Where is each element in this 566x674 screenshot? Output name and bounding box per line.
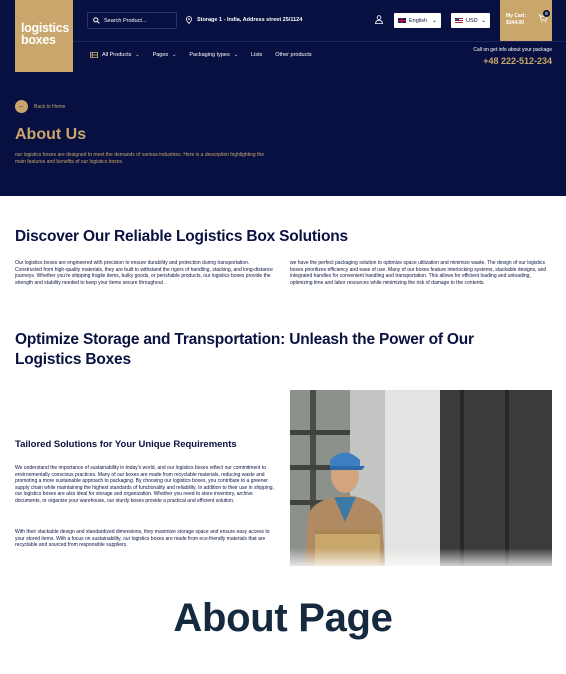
main-nav <box>90 52 312 58</box>
nav-packaging-types[interactable] <box>189 52 238 58</box>
nav-other-products[interactable] <box>275 52 311 58</box>
cart-total: $344.00 <box>506 20 525 26</box>
grid-icon <box>90 52 98 58</box>
user-icon[interactable] <box>375 15 383 24</box>
us-flag-icon <box>455 18 463 23</box>
uk-flag-icon <box>398 18 406 23</box>
nav-all-products[interactable] <box>90 52 140 58</box>
search-icon <box>93 17 100 24</box>
back-to-home-link[interactable] <box>15 100 65 113</box>
search-box[interactable] <box>87 12 177 29</box>
section1-left-text: Our logistics boxes are engineered with precision to ensure durability and protection during transportation. Constructed from high-quality materials, they are built to withstand the rigors of handling, stacking, and long-distance journeys. Whether you're shipping fragile items, bulky goods, or perishable products, our logistics boxes provide the strength and stability needed to keep your items secure throughout . <box>15 260 273 286</box>
chevron-down-icon: ⌄ <box>172 52 177 58</box>
back-label: Back to Home <box>34 103 66 110</box>
cart-count-badge: 0 <box>543 10 550 17</box>
chevron-down-icon: ⌄ <box>480 18 486 24</box>
site-logo[interactable] <box>15 0 73 72</box>
nav-label: Other products <box>275 52 312 58</box>
arrow-left-icon: ← <box>15 100 28 113</box>
site-header <box>0 0 566 72</box>
delivery-worker-illustration <box>290 390 552 566</box>
section-heading-discover: Discover Our Reliable Logistics Box Solutions <box>15 228 348 245</box>
caption-title: About Page <box>173 596 393 640</box>
cart-button[interactable] <box>500 0 552 41</box>
language-value: English <box>409 17 428 24</box>
nav-pages[interactable] <box>153 52 177 58</box>
chevron-down-icon: ⌄ <box>233 52 238 58</box>
logo-line2: boxes <box>21 33 56 47</box>
hero-description: our logistics boxes are designed to meet the demands of various industries. Here is a description highlighting the main features and benefits of our logistics boxes. <box>15 152 265 165</box>
section2-paragraph-2: With their stackable design and standardized dimensions, they maximize storage space and ensure easy access to your stored items. With a focus on sustainability, our logistics boxes are made from eco-friendly materials that are recyclable and sourced from responsible suppliers. <box>15 529 270 549</box>
phone-link[interactable]: +48 222-512-234 <box>483 56 552 66</box>
section-heading-optimize: Optimize Storage and Transportation: Unleash the Power of Our Logistics Boxes <box>15 331 474 368</box>
nav-label: Pages <box>152 52 169 58</box>
subheading-tailored: Tailored Solutions for Your Unique Requirements <box>15 439 237 450</box>
chevron-down-icon: ⌄ <box>135 52 140 58</box>
storage-location[interactable] <box>186 16 302 24</box>
logo-line1: logistics <box>21 21 70 35</box>
location-pin-icon <box>186 16 192 24</box>
search-input[interactable] <box>104 18 174 24</box>
call-info-text: Call on get info about your package <box>473 47 552 53</box>
language-select[interactable] <box>394 13 441 28</box>
cart-label: My Cart: <box>506 13 527 19</box>
storage-text: Storage 1 - India, Address street 25/1124 <box>197 17 303 23</box>
nav-label: Lists <box>250 52 263 58</box>
header-divider <box>73 41 566 42</box>
section2-paragraph-1: We understand the importance of sustainability in today's world, and our logistics boxes reflect our commitment to environmentally conscious practices. Many of our boxes are made from recyclable materials, reducing waste and promoting a more sustainable approach to packaging. By choosing our logistics boxes, you contribute to a greener supply chain while maintaining the highest standards of functionality and reliability. In addition to their use in shipping, our logistics boxes are also ideal for storage and organization. Whether you need to store inventory, archive documents, or organize your warehouse, our sturdy boxes provide a practical and efficient solution. <box>15 465 274 504</box>
nav-label: All Products <box>102 52 132 58</box>
page-title: About Us <box>15 126 87 143</box>
chevron-down-icon: ⌄ <box>431 18 437 24</box>
nav-lists[interactable] <box>251 52 262 58</box>
currency-select[interactable] <box>451 13 490 28</box>
currency-value: USD <box>466 17 478 24</box>
delivery-worker-image <box>290 390 552 566</box>
nav-label: Packaging types <box>189 52 230 58</box>
bottom-fade <box>0 548 566 566</box>
section1-right-text: we have the perfect packaging solution to optimize space utilization and minimize waste. The design of our logistics boxes prioritizes efficiency and ease of use. Many of our boxes feature interlocking systems, stackable designs, and integrated handles for convenient handling and transportation. This allows for efficient loading and unloading, optimizing time and labor resources while minimizing the risk of damage to the contents. <box>290 260 547 286</box>
